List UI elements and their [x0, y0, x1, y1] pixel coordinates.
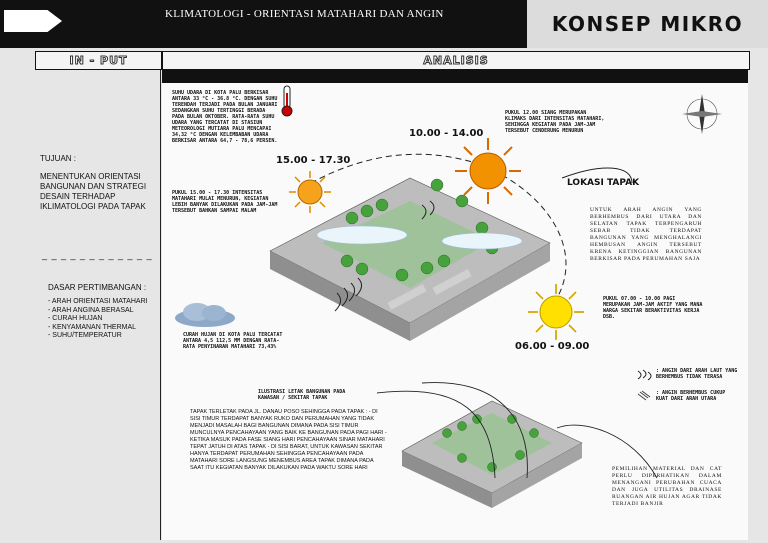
input-column-header: IN - PUT: [35, 51, 162, 70]
dasar-item: - ARAH ORIENTASI MATAHARI: [48, 298, 148, 305]
dasar-item: - KENYAMANAN THERMAL: [48, 323, 137, 331]
dasar-item: - ARAH ANGINA BERASAL: [48, 306, 134, 314]
analysis-column-header: ANALISIS: [162, 51, 750, 70]
sun-icon: [453, 136, 523, 206]
midday-text: PUKUL 12.00 SIANG MERUPAKAN KLIMAKS DARI INTENSITAS MATAHARI, SEHINGGA KEGIATAN PADA JAM-JAM TERSEBUT CENDERUNG MENURUN: [505, 110, 605, 134]
afternoon-text: PUKUL 15.00 - 17.30 INTENSITAS MATAHARI MULAI MENURUN, KEGIATAN LEBIH BANYAK DILAKUKAN PADA JAM-JAM TERSEBUT BAHKAN SAMPAI MALAM: [172, 190, 278, 214]
lokasi-label: LOKASI TAPAK: [567, 178, 640, 188]
section-title: KONSEP MIKRO: [527, 0, 768, 48]
morning-text: PUKUL 07.00 - 10.00 PAGI MERUPAKAN JAM-JAM AKTIF YANG MANA WARGA SEKITAR BERAKTIVITAS KERJA DSB.: [603, 296, 703, 320]
compass-icon: [680, 92, 724, 136]
hujan-text: CURAH HUJAN DI KOTA PALU TERCATAT ANTARA 4,5 112,5 MM DENGAN RATA-RATA PENYINARAN MATAHARI 73,43%: [183, 332, 283, 350]
wind-north-icon: [636, 390, 654, 406]
rain-cloud-icon: [172, 302, 238, 330]
dasar-item: - SUHU/TEMPERATUR: [48, 332, 122, 339]
divider: _ _ _ _ _ _ _ _ _ _ _ _: [42, 250, 153, 260]
angin-text: UNTUK ARAH ANGIN YANG BERHEMBUS DARI UTARA DAN SELATAN TAPAK TERPENGARUH SEBAB TIDAK TERDAPAT BANGUNAN YANG MENGHALANGI HEMBUSAN ANGIN TERSEBUT KRENA KETINGGIAN BANGUNAN BERKISAR PADA PERUMAHAN SAJA: [590, 207, 702, 262]
legend-wind-sea: : ANGIN DARI ARAH LAUT YANG BERHEMBUS TIDAK TERASA: [656, 368, 738, 380]
tujuan-label: TUJUAN :: [40, 154, 76, 163]
wind-sea-icon: [636, 368, 654, 384]
legend-wind-north: : ANGIN BERHEMBUS CUKUP KUAT DARI ARAH UTARA: [656, 390, 726, 402]
time-morning: 06.00 - 09.00: [515, 341, 590, 352]
dasar-label: DASAR PERTIMBANGAN :: [48, 283, 147, 292]
header-bar-lower: [0, 32, 527, 48]
tapak-text: TAPAK TERLETAK PADA JL. DANAU POSO SEHINGGA PADA TAPAK : - DI SISI TIMUR TERDAPAT BANYAK RUKO DAN PERUMAHAN YANG TIDAK MENJADI MASALAH BAGI BANGUNAN DIMANA PADA SISI TIMUR MUNCULNYA PENCAHAYAAN YANG BAIK KE BANGUNAN PADA PAGI HARI - KETIKA MASUK PADA FASE SIANG HARI PENCAHAYAAN SINAR MATAHARI TEPAT JATUH DI ATAS TAPAK - DI SISI BARAT, UNTUK KAWASAN SEKITAR HANYA TERDAPAT PERUMAHAN SEHINGGA PENCAHAYAAN PADA MATAHARI SORE LANGSUNG MENEMBUS AREA TAPAK DIMANA PADA SAAT ITU KEGIATAN BANYAK DILAKUKAN PADA WAKTU SORE HARI: [190, 409, 387, 471]
material-text: PEMILIHAN MATERIAL DAN CAT PERLU DIPERHATIKAN DALAM MENANGANI PERUBAHAN CUACA DAN JUGA UTILITAS DRAINASE RUANGAN AIR HUJAN AGAR TIDAK TERJADI BANJIR: [612, 466, 722, 507]
tujuan-text: MENENTUKAN ORIENTASI BANGUNAN DAN STRATEGI DESAIN TERHADAP IKLIMATOLOGI PADA TAPAK: [40, 172, 147, 211]
ilustrasi-label: ILUSTRASI LETAK BANGUNAN PADA KAWASAN / SEKITAR TAPAK: [258, 389, 346, 401]
sun-icon: [288, 170, 332, 214]
dasar-list: [48, 298, 148, 341]
sun-icon: [526, 282, 586, 342]
suhu-text: SUHU UDARA DI KOTA PALU BERKISAR ANTARA 33 °C - 36.8 °C. DENGAN SUHU TERENDAH TERJADI PADA BULAN JANUARI SEDANGKAN SUHU TERTINGGI BERADA PADA BULAN OKTOBER. RATA-RATA SUHU UDARA YANG TERCATAT DI STASIUN METEOROLOGI MUTIARA PALU MENCAPAI 34,32 °C DENGAN KELEMBABAN UDARA BERKISAR ANTARA 64,7 - 78,6 PERSEN.: [172, 90, 278, 144]
dasar-item: - CURAH HUJAN: [48, 315, 103, 322]
page-title: KLIMATOLOGI - ORIENTASI MATAHARI DAN ANGIN: [165, 8, 444, 20]
thermometer-icon: [280, 85, 294, 117]
time-afternoon: 15.00 - 17.30: [276, 155, 351, 166]
time-midday: 10.00 - 14.00: [409, 128, 484, 139]
analysis-bar: [162, 70, 748, 83]
